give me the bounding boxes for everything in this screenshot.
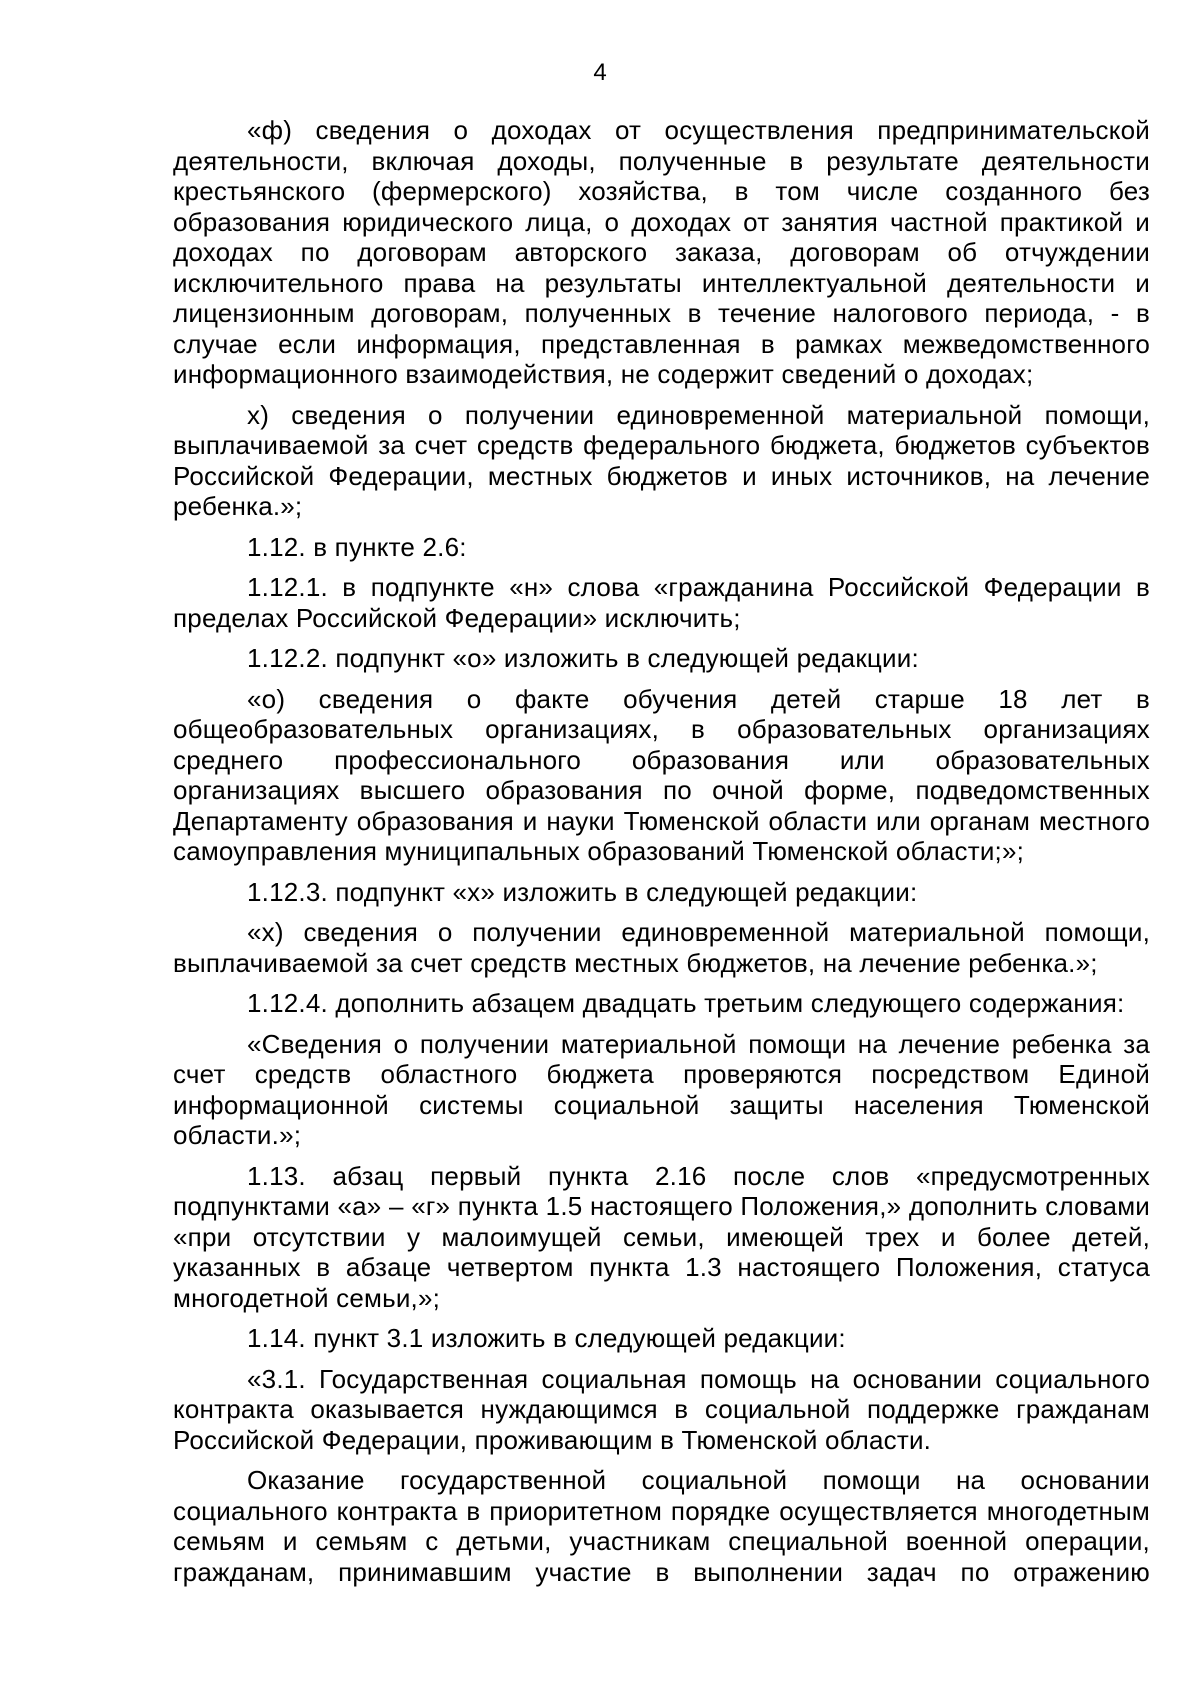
paragraph-regional-aid-check: «Сведения о получении материальной помощи на лечение ребенка за счет средств областного бюджета проверяются посредством Единой информационной системы социальной защиты населения Тюменской области.»; (173, 1028, 1150, 1150)
paragraph-1-12-4: 1.12.4. дополнить абзацем двадцать третьим следующего содержания: (247, 988, 1125, 1018)
paragraph-1-12-2: 1.12.2. подпункт «о» изложить в следующей редакции: (247, 643, 919, 673)
paragraph-x-local-aid-info: «х) сведения о получении единовременной материальной помощи, выплачиваемой за счет средств местных бюджетов, на лечение ребенка.»; (173, 917, 1150, 978)
page-number: 4 (593, 59, 607, 86)
paragraph-1-12-3: 1.12.3. подпункт «х» изложить в следующей редакции: (247, 876, 918, 907)
paragraph-1-12-1: 1.12.1. в подпункте «н» слова «гражданина Российской Федерации в пределах Российской Федерации» исключить; (173, 572, 1150, 633)
paragraph-priority-provision: Оказание государственной социальной помощи на основании социального контракта в приоритетном порядке осуществляется многодетным семьям и семьям с детьми, участникам специальной военной операции, гражданам, принимавшим участие в выполнении задач по отражению (173, 1465, 1150, 1587)
paragraph-1-13: 1.13. абзац первый пункта 2.16 после слов «предусмотренных подпунктами «а» – «г» пункта 1.5 настоящего Положения,» дополнить словами «при отсутствии у малоимущей семьи, имеющей трех и более детей, указанных в абзаце четвертом пункта 1.3 настоящего Положения, статуса многодетной семьи,»; (173, 1160, 1150, 1313)
paragraph-3-1: «3.1. Государственная социальная помощь на основании социального контракта оказывается нуждающимся в социальной поддержке гражданам Российской Федерации, проживающим в Тюменской области. (173, 1363, 1150, 1455)
paragraph-f-income-info: «ф) сведения о доходах от осуществления предпринимательской деятельности, включая доходы, полученные в результате деятельности крестьянского (фермерского) хозяйства, в том числе созданного без образования юридического лица, о доходах от занятия частной практикой и доходах по договорам авторского заказа, договорам об отчуждении исключительного права на результаты интеллектуальной деятельности и лицензионным договорам, полученных в течение налогового периода, - в случае если информация, представленная в рамках межведомственного информационного взаимодействия, не содержит сведений о доходах; (173, 115, 1150, 389)
paragraph-1-12: 1.12. в пункте 2.6: (247, 531, 467, 562)
paragraph-o-education-info: «о) сведения о факте обучения детей старше 18 лет в общеобразовательных организациях, в образовательных организациях среднего профессионального образования или образовательных организациях высшего образования по очной форме, подведомственных Департаменту образования и науки Тюменской области или органам местного самоуправления муниципальных образований Тюменской области;»; (173, 683, 1150, 866)
document-body (173, 115, 1150, 1587)
paragraph-1-14: 1.14. пункт 3.1 изложить в следующей редакции: (247, 1323, 846, 1353)
paragraph-x-aid-info: х) сведения о получении единовременной материальной помощи, выплачиваемой за счет средств федерального бюджета, бюджетов субъектов Российской Федерации, местных бюджетов и иных источников, на лечение ребенка.»; (173, 399, 1150, 521)
